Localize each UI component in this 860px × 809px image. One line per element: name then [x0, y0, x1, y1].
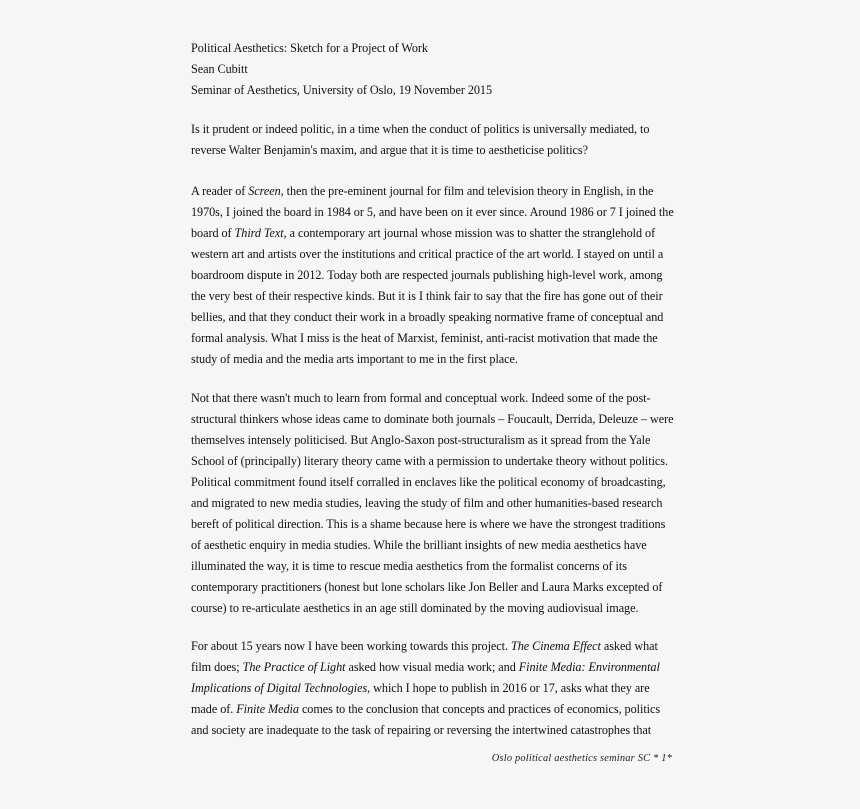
- paragraph-line: and migrated to new media studies, leaving the study of film and other humanities-based research: [191, 496, 663, 510]
- paragraph-line: board of Third Text, a contemporary art journal whose mission was to shatter the stranglehold of: [191, 226, 656, 240]
- paragraph-line: Is it prudent or indeed politic, in a time when the conduct of politics is universally mediated, to: [191, 122, 650, 136]
- author-name: Sean Cubitt: [191, 62, 248, 76]
- book-title-finite-media-short: Finite Media: [236, 702, 299, 716]
- paragraph-journals: [191, 181, 691, 370]
- paragraph-line: Not that there wasn't much to learn from formal and conceptual work. Indeed some of the post-: [191, 391, 651, 405]
- paragraph-line: formal analysis. What I miss is the heat of Marxist, feminist, anti-racist motivation that made the: [191, 331, 658, 345]
- intro-paragraph: [191, 119, 691, 161]
- paragraph-line: illuminated the way, it is time to rescue media aesthetics from the formalist concerns of its: [191, 559, 627, 573]
- paragraph-line: boardroom dispute in 2012. Today both are respected journals publishing high-level work, among: [191, 268, 663, 282]
- paragraph-line: A reader of Screen, then the pre-eminent journal for film and television theory in English, in the: [191, 184, 654, 198]
- paragraph-project: [191, 636, 691, 741]
- book-title-practice-of-light: The Practice of Light: [242, 660, 346, 674]
- event-line: Seminar of Aesthetics, University of Oslo, 19 November 2015: [191, 83, 493, 97]
- book-title-finite-media: Finite Media: Environmental: [518, 660, 660, 674]
- paragraph-line: the very best of their respective kinds. But it is I think fair to say that the fire has gone out of their: [191, 289, 663, 303]
- paragraph-line: film does; The Practice of Light asked how visual media work; and Finite Media: Environmental: [191, 660, 660, 674]
- paragraph-line: bereft of political direction. This is a shame because here is where we have the strongest traditions: [191, 517, 666, 531]
- book-title-cinema-effect: The Cinema Effect: [510, 639, 601, 653]
- paragraph-line: western art and artists over the institutions and critical practice of the art world. I stayed on until a: [191, 247, 664, 261]
- paragraph-line: reverse Walter Benjamin's maxim, and argue that it is time to aestheticise politics?: [191, 143, 588, 157]
- paragraph-line: School of (principally) literary theory came with a permission to undertake theory without politics.: [191, 454, 668, 468]
- document-header: [191, 38, 691, 101]
- paragraph-line: Political commitment found itself corralled in enclaves like the political economy of broadcasting,: [191, 475, 666, 489]
- paragraph-line: study of media and the media arts important to me in the first place.: [191, 352, 518, 366]
- paragraph-line: For about 15 years now I have been working towards this project. The Cinema Effect asked what: [191, 639, 658, 653]
- paragraph-line: 1970s, I joined the board in 1984 or 5, and have been on it ever since. Around 1986 or 7 I joined the: [191, 205, 674, 219]
- document-title: Political Aesthetics: Sketch for a Project of Work: [191, 41, 428, 55]
- paragraph-line: themselves intensely politicised. But Anglo-Saxon post-structuralism as it spread from the Yale: [191, 433, 651, 447]
- paragraph-line: of aesthetic enquiry in media studies. While the brilliant insights of new media aesthetics have: [191, 538, 647, 552]
- paragraph-post-structuralism: [191, 388, 691, 619]
- paragraph-line: made of. Finite Media comes to the conclusion that concepts and practices of economics, politics: [191, 702, 661, 716]
- book-subtitle-finite-media: Implications of Digital Technologies: [191, 681, 368, 695]
- paragraph-line: and society are inadequate to the task of repairing or reversing the intertwined catastrophes that: [191, 723, 652, 737]
- paragraph-line: bellies, and that they conduct their work in a broadly speaking normative frame of conceptual and: [191, 310, 664, 324]
- journal-title-third-text: Third Text: [234, 226, 284, 240]
- paragraph-line: Implications of Digital Technologies, which I hope to publish in 2016 or 17, asks what they are: [191, 681, 650, 695]
- journal-title-screen: Screen: [248, 184, 281, 198]
- page-footer: Oslo political aesthetics seminar SC * 1*: [491, 753, 672, 764]
- paragraph-line: structural thinkers whose ideas came to dominate both journals – Foucault, Derrida, Deleuze – were: [191, 412, 674, 426]
- paragraph-line: contemporary practitioners (honest but lone scholars like Jon Beller and Laura Marks excepted of: [191, 580, 663, 594]
- paragraph-line: course) to re-articulate aesthetics in an age still dominated by the moving audiovisual image.: [191, 601, 639, 615]
